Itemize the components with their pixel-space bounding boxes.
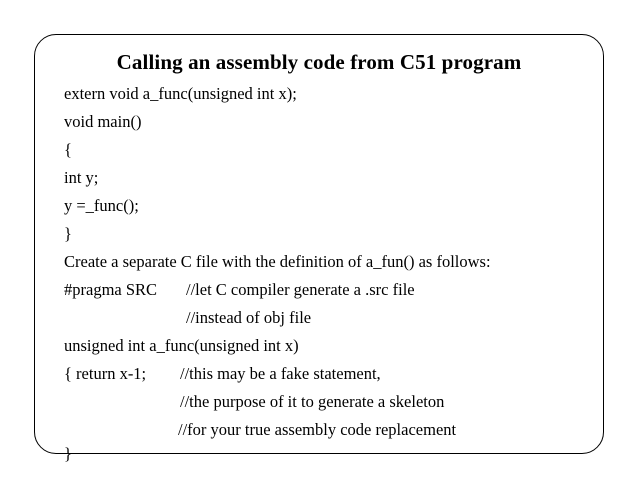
code-line-void-main: void main() [64, 112, 142, 131]
code-line-close-brace: } [64, 224, 72, 243]
instruction-text: Create a separate C file with the definition of a_fun() as follows: [64, 252, 491, 271]
pragma-directive: #pragma SRC [64, 280, 158, 299]
body-comment-1: //this may be a fake statement, [180, 364, 381, 383]
return-statement: { return x-1; [64, 364, 147, 383]
code-line-int-y: int y; [64, 168, 99, 187]
body-comment-3: //for your true assembly code replacement [178, 420, 457, 439]
pragma-comment-2: //instead of obj file [186, 308, 312, 327]
body-comment-2: //the purpose of it to generate a skeleton [180, 392, 445, 411]
code-line-open-brace: { [64, 140, 72, 159]
slide-title: Calling an assembly code from C51 program [116, 50, 522, 74]
function-declaration: unsigned int a_func(unsigned int x) [64, 336, 299, 355]
code-line-assign: y =_func(); [64, 196, 139, 215]
code-line-final-brace: } [64, 444, 72, 463]
code-line-extern: extern void a_func(unsigned int x); [64, 84, 297, 103]
pragma-comment-1: //let C compiler generate a .src file [186, 280, 415, 299]
